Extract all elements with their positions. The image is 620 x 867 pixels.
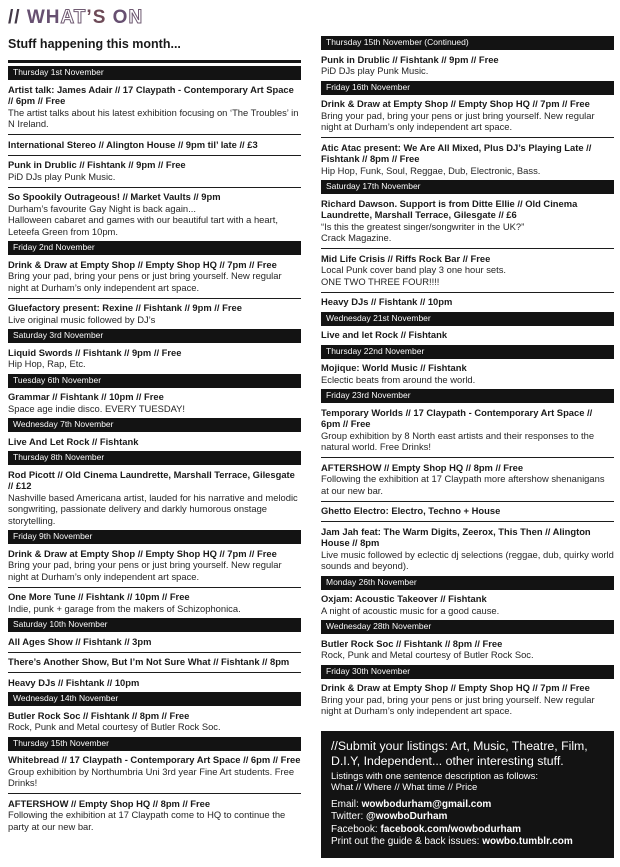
event-desc-line: Local Punk cover band play 3 one hour sets.	[321, 264, 507, 275]
contact-label: Facebook:	[331, 823, 381, 835]
event-desc-line: Rock, Punk and Metal courtesy of Butler Rock Soc.	[8, 721, 221, 732]
event-desc-line: The artist talks about his latest exhibition focusing on ‘The Troubles’ in N Ireland.	[8, 106, 299, 129]
event	[321, 592, 614, 619]
logo-letter-segment: N	[128, 7, 144, 28]
event-title: One More Tune // Fishtank // 10pm // Free	[8, 591, 190, 602]
event	[8, 546, 301, 584]
event-desc-line: Rock, Punk and Metal courtesy of Butler Rock Soc.	[321, 649, 534, 660]
contact-line	[331, 811, 604, 824]
left-column-sections	[8, 66, 301, 834]
event-title: Butler Rock Soc // Fishtank // 8pm // Free	[8, 709, 190, 721]
contact-line	[331, 799, 604, 812]
event-title: Heavy DJs // Fishtank // 10pm	[8, 676, 140, 688]
event	[321, 196, 614, 246]
right-column	[321, 34, 614, 858]
event-title: Drink & Draw at Empty Shop // Empty Shop HQ // 7pm // Free	[321, 98, 590, 109]
event	[8, 753, 301, 791]
event	[321, 504, 614, 519]
event	[8, 634, 301, 649]
event	[321, 361, 614, 388]
date-header: Friday 9th November	[8, 530, 301, 544]
event-separator	[8, 793, 301, 794]
event	[8, 158, 301, 185]
event-separator	[321, 292, 614, 293]
event-desc-line: Space age indie disco. EVERY TUESDAY!	[8, 402, 186, 414]
event-separator	[321, 248, 614, 249]
event-title: Drink & Draw at Empty Shop // Empty Shop HQ // 7pm // Free	[8, 258, 277, 270]
event-title: Jam Jah feat: The Warm Digits, Zeerox, This Then // Alington House // 8pm	[321, 525, 591, 548]
date-header: Tuesday 6th November	[8, 374, 301, 388]
date-header: Saturday 17th November	[321, 180, 614, 194]
event-desc-line: ONE TWO THREE FOUR!!!!	[321, 275, 440, 287]
event-desc-line: Crack Magazine.	[321, 232, 392, 243]
date-header: Thursday 1st November	[8, 66, 301, 80]
event-desc-line: PiD DJs play Punk Music.	[8, 170, 116, 182]
event-title: Whitebread // 17 Claypath - Contemporary Art Space // 6pm // Free	[8, 754, 301, 765]
event-title: Punk in Drublic // Fishtank // 9pm // Free	[321, 53, 499, 65]
event	[321, 295, 614, 310]
logo-letter-segment: //	[8, 7, 27, 28]
masthead-divider	[8, 60, 301, 63]
event-desc-line: A night of acoustic music for a good cause.	[321, 604, 500, 616]
logo-letter-segment: O	[112, 7, 129, 28]
whats-on-logo	[8, 8, 301, 28]
event	[8, 434, 301, 449]
event-separator	[8, 155, 301, 156]
date-header: Thursday 22nd November	[321, 345, 614, 359]
event-title: Oxjam: Acoustic Takeover // Fishtank	[321, 593, 487, 604]
date-header: Friday 2nd November	[8, 241, 301, 255]
event-separator	[321, 457, 614, 458]
event	[8, 190, 301, 240]
event-title: Mid Life Crisis // Riffs Rock Bar // Free	[321, 252, 491, 264]
contact-value: @wowboDurham	[366, 811, 448, 822]
date-header: Thursday 15th November (Continued)	[321, 36, 614, 50]
event	[321, 636, 614, 663]
date-header: Wednesday 28th November	[321, 620, 614, 634]
event	[8, 82, 301, 132]
page-subtitle: Stuff happening this month...	[8, 37, 181, 51]
event-title: Butler Rock Soc // Fishtank // 8pm // Free	[321, 637, 503, 649]
event	[321, 251, 614, 289]
event	[8, 345, 301, 372]
event-desc-line: Halloween cabaret and games with our beautiful tart with a heart, Leteefa Green from 10pm.	[8, 214, 278, 237]
event	[8, 708, 301, 735]
event-title: All Ages Show // Fishtank // 3pm	[8, 635, 152, 647]
submit-heading: //Submit your listings: Art, Music, Theatre, Film, D.I.Y, Independent... other interesting stuff.	[331, 738, 588, 768]
event-title: Grammar // Fishtank // 10pm // Free	[8, 391, 164, 402]
event-title: Liquid Swords // Fishtank // 9pm // Free	[8, 346, 182, 358]
date-header: Wednesday 14th November	[8, 692, 301, 706]
event	[321, 681, 614, 719]
event	[8, 390, 301, 417]
left-column	[8, 8, 301, 858]
event-separator	[321, 501, 614, 502]
event-title: AFTERSHOW // Empty Shop HQ // 8pm // Free	[8, 797, 211, 809]
logo-letter-segment: AT	[60, 7, 87, 28]
event	[321, 52, 614, 79]
event-title: Temporary Worlds // 17 Claypath - Contemporary Art Space // 6pm // Free	[321, 406, 593, 429]
event	[321, 328, 614, 343]
event-title: Rod Picott // Old Cinema Laundrette, Marshall Terrace, Gilesgate // £12	[8, 468, 295, 491]
date-header: Saturday 3rd November	[8, 329, 301, 343]
event-desc-line: Bring your pad, bring your pens or just bring yourself. New regular night at Durham’s only independent art space.	[8, 270, 282, 293]
event-desc-line: Following the exhibition at 17 Claypath more aftershow shenanigans at our new bar.	[321, 473, 605, 496]
date-header: Thursday 15th November	[8, 737, 301, 751]
event-title: Live And Let Rock // Fishtank	[8, 435, 139, 447]
event	[8, 655, 301, 670]
event-desc-line: Bring your pad, bring your pens or just bring yourself. New regular night at Durham’s only independent art space.	[8, 559, 282, 582]
event-separator	[8, 652, 301, 653]
event-title: Drink & Draw at Empty Shop // Empty Shop HQ // 7pm // Free	[8, 547, 277, 559]
event-title: Gluefactory present: Rexine // Fishtank // 9pm // Free	[8, 302, 242, 313]
submit-instructions: Listings with one sentence description as follows:	[331, 770, 539, 782]
date-header: Monday 26th November	[321, 576, 614, 590]
event	[321, 405, 614, 455]
event-desc-line: Group exhibition by 8 North east artists and their responses to the natural world. Free Drinks!	[321, 429, 595, 452]
date-header: Wednesday 21st November	[321, 312, 614, 326]
contact-label: Print out the guide & back issues:	[331, 836, 483, 847]
event	[8, 467, 301, 528]
event-title: AFTERSHOW // Empty Shop HQ // 8pm // Free	[321, 461, 524, 473]
event-desc-line: Hip Hop, Rap, Etc.	[8, 358, 86, 369]
event	[8, 137, 301, 152]
date-header: Friday 16th November	[321, 81, 614, 95]
event	[321, 524, 614, 574]
contact-value: facebook.com/wowbodurham	[380, 823, 522, 835]
event-desc-line: Hip Hop, Funk, Soul, Reggae, Dub, Electronic, Bass.	[321, 164, 541, 176]
event-desc-line: “Is this the greatest singer/songwriter in the UK?”	[321, 220, 525, 232]
event-separator	[321, 137, 614, 138]
contact-label: Twitter:	[331, 811, 367, 822]
event-desc-line: Live original music followed by DJ’s	[8, 313, 156, 325]
contact-list	[331, 799, 604, 849]
event-desc-line: Nashville based Americana artist, lauded for his narrative and melodic songwriting, passionate delivery and darkly humorous onstage storytelling.	[8, 491, 298, 526]
event-title: Live and let Rock // Fishtank	[321, 329, 448, 340]
contact-value: wowbo.tumblr.com	[482, 836, 573, 847]
event-title: Punk in Drublic // Fishtank // 9pm // Free	[8, 159, 186, 170]
event-desc-line: PiD DJs play Punk Music.	[321, 65, 429, 76]
event-separator	[8, 134, 301, 135]
masthead	[8, 8, 301, 63]
contact-line	[331, 836, 604, 849]
event-title: So Spookily Outrageous! // Market Vaults // 9pm	[8, 191, 221, 202]
submit-format: What // Where // What time // Price	[331, 782, 478, 793]
date-header: Saturday 10th November	[8, 618, 301, 632]
event	[8, 796, 301, 834]
contact-label: Email:	[331, 798, 362, 810]
logo-letter-segment: ’S	[86, 7, 107, 28]
event-title: Mojique: World Music // Fishtank	[321, 362, 467, 373]
event-desc-line: Bring your pad, bring your pens or just bring yourself. New regular night at Durham’s only independent art space.	[321, 693, 595, 716]
event-title: Artist talk: James Adair // 17 Claypath - Contemporary Art Space // 6pm // Free	[8, 83, 294, 106]
event	[8, 257, 301, 295]
event	[321, 97, 614, 135]
contact-line	[331, 824, 604, 837]
event-desc-line: Group exhibition by Northumbria Uni 3rd year Fine Art students. Free Drinks!	[8, 765, 295, 788]
event-separator	[8, 298, 301, 299]
event-desc-line: Indie, punk + garage from the makers of Schizophonica.	[8, 602, 241, 614]
event-separator	[8, 672, 301, 673]
event-desc-line: Eclectic beats from around the world.	[321, 373, 476, 385]
date-header: Wednesday 7th November	[8, 418, 301, 432]
event-title: Ghetto Electro: Electro, Techno + House	[321, 505, 501, 516]
event-desc-line: Following the exhibition at 17 Claypath come to HQ to continue the party at our new bar.	[8, 809, 286, 832]
right-column-sections	[321, 36, 614, 719]
event-title: There’s Another Show, But I’m Not Sure What // Fishtank // 8pm	[8, 656, 290, 667]
event-separator	[8, 587, 301, 588]
event-desc-line: Live music followed by eclectic dj selections (reggae, dub, quirky world sounds and beyond).	[321, 548, 614, 571]
event-separator	[321, 521, 614, 522]
event	[8, 301, 301, 328]
event-desc-line: Durham’s favourite Gay Night is back again...	[8, 202, 196, 214]
event-title: Atic Atac present: We Are All Mixed, Plus DJ’s Playing Late // Fishtank // 8pm // Free	[321, 141, 592, 164]
submission-info-box	[321, 731, 614, 858]
event	[321, 460, 614, 498]
event-title: Heavy DJs // Fishtank // 10pm	[321, 296, 453, 307]
date-header: Friday 30th November	[321, 665, 614, 679]
event	[8, 675, 301, 690]
event	[8, 590, 301, 617]
date-header: Friday 23rd November	[321, 389, 614, 403]
event	[321, 140, 614, 178]
listings-columns	[8, 8, 614, 858]
contact-value: wowbodurham@gmail.com	[361, 798, 492, 810]
date-header: Thursday 8th November	[8, 451, 301, 465]
event-title: Richard Dawson. Support is from Ditte Ellie // Old Cinema Laundrette, Marshall Terrace, Gilesgate // £6	[321, 197, 578, 220]
event-desc-line: Bring your pad, bring your pens or just bring yourself. New regular night at Durham’s only independent art space.	[321, 109, 595, 132]
event-title: Drink & Draw at Empty Shop // Empty Shop HQ // 7pm // Free	[321, 682, 590, 693]
event-separator	[8, 187, 301, 188]
logo-letter-segment: WH	[26, 7, 61, 28]
event-title: International Stereo // Alington House // 9pm til’ late // £3	[8, 138, 258, 150]
